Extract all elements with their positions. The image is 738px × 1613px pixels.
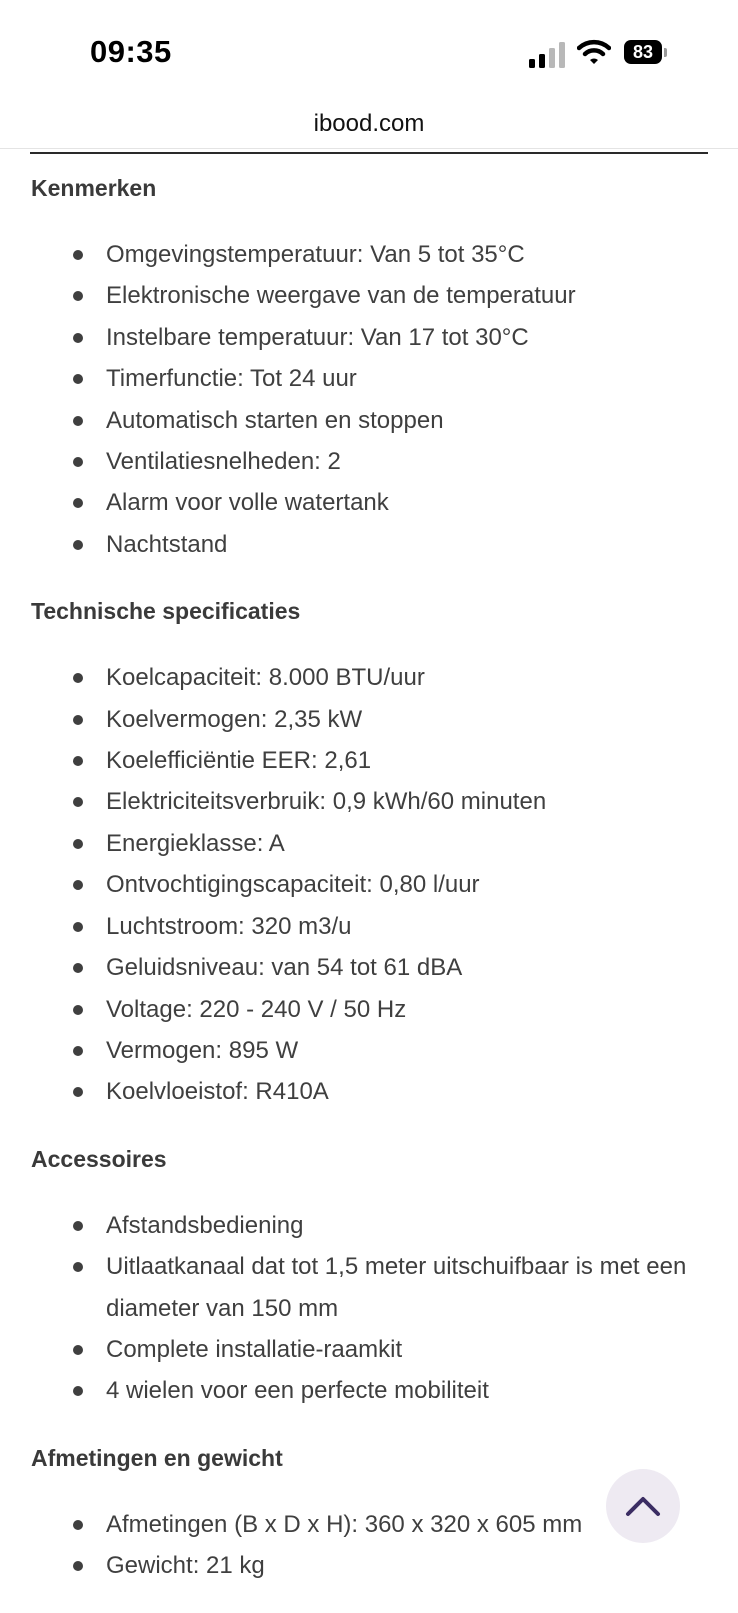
- list-item: [31, 1246, 711, 1329]
- section-heading: Technische specificaties: [31, 598, 301, 625]
- content-divider: [30, 152, 708, 154]
- list-item: [31, 864, 711, 905]
- battery-cap: [664, 48, 667, 57]
- list-item-text: Automatisch starten en stoppen: [106, 406, 444, 434]
- list-item-text: Geluidsniveau: van 54 tot 61 dBA: [106, 954, 463, 982]
- list-item: [31, 1545, 711, 1586]
- battery-icon: [624, 40, 668, 66]
- list-item: [31, 1329, 711, 1370]
- bullet-icon: [73, 1386, 83, 1396]
- bullet-icon: [73, 922, 83, 932]
- list-item-text: Gewicht: 21 kg: [106, 1552, 265, 1580]
- list-item-text: Energieklasse: A: [106, 829, 285, 857]
- bullet-icon: [73, 333, 83, 343]
- bullet-icon: [73, 540, 83, 550]
- product-description: [31, 168, 711, 1613]
- spec-section: [31, 168, 711, 565]
- list-item: [31, 1370, 711, 1411]
- bullet-icon: [73, 1561, 83, 1571]
- list-item: [31, 234, 711, 275]
- spec-section: [31, 591, 711, 1112]
- list-item-text: Koelvermogen: 2,35 kW: [106, 705, 363, 733]
- list-item-text: Complete installatie-raamkit: [106, 1335, 403, 1363]
- list-item: [31, 781, 711, 822]
- bullet-icon: [73, 797, 83, 807]
- section-heading: Accessoires: [31, 1145, 167, 1172]
- list-item: [31, 400, 711, 441]
- list-item-text: Voltage: 220 - 240 V / 50 Hz: [106, 995, 407, 1023]
- list-item: [31, 441, 711, 482]
- bullet-icon: [73, 1046, 83, 1056]
- bullet-icon: [73, 839, 83, 849]
- list-item: [31, 317, 711, 358]
- bullet-icon: [73, 1345, 83, 1355]
- bullet-icon: [73, 756, 83, 766]
- list-item-text: Afmetingen (B x D x H): 360 x 320 x 605 mm: [106, 1510, 583, 1538]
- bullet-icon: [73, 1262, 83, 1272]
- address-bar[interactable]: ibood.com: [0, 100, 738, 149]
- list-item-text: Koelefficiëntie EER: 2,61: [106, 747, 372, 775]
- list-item: [31, 1205, 711, 1246]
- bullet-icon: [73, 291, 83, 301]
- section-heading: Kenmerken: [31, 175, 157, 201]
- list-item-text: Vermogen: 895 W: [106, 1036, 299, 1064]
- bullet-list: [31, 657, 711, 1112]
- spec-section: [31, 1139, 711, 1412]
- list-item: [31, 823, 711, 864]
- list-item: [31, 482, 711, 523]
- bullet-icon: [73, 498, 83, 508]
- status-time: 09:35: [90, 34, 172, 69]
- bullet-list: [31, 1205, 711, 1412]
- list-item: [31, 906, 711, 947]
- list-item: [31, 358, 711, 399]
- cellular-signal-icon: [529, 42, 569, 68]
- scroll-to-top-button[interactable]: [606, 1469, 680, 1543]
- bullet-icon: [73, 1520, 83, 1530]
- bullet-icon: [73, 250, 83, 260]
- bullet-icon: [73, 374, 83, 384]
- status-bar: [0, 0, 738, 100]
- list-item-text: Instelbare temperatuur: Van 17 tot 30°C: [106, 323, 529, 351]
- bullet-icon: [73, 963, 83, 973]
- list-item: [31, 740, 711, 781]
- list-item-text: Elektronische weergave van de temperatuur: [106, 282, 576, 310]
- list-item-text: Timerfunctie: Tot 24 uur: [106, 365, 357, 393]
- list-item-text: Omgevingstemperatuur: Van 5 tot 35°C: [106, 241, 525, 268]
- list-item-text: 4 wielen voor een perfecte mobiliteit: [106, 1377, 489, 1405]
- list-item-text: Ventilatiesnelheden: 2: [106, 448, 341, 476]
- bullet-icon: [73, 673, 83, 683]
- bullet-icon: [73, 715, 83, 725]
- list-item: [31, 947, 711, 988]
- bullet-icon: [73, 880, 83, 890]
- chevron-up-icon: [625, 1490, 661, 1520]
- list-item: [31, 1071, 711, 1112]
- list-item: [31, 275, 711, 316]
- list-item: [31, 657, 711, 698]
- bullet-icon: [73, 1087, 83, 1097]
- list-item-text: Koelcapaciteit: 8.000 BTU/uur: [106, 664, 425, 692]
- list-item: [31, 1030, 711, 1071]
- list-item-text: Elektriciteitsverbruik: 0,9 kWh/60 minuten: [106, 788, 547, 816]
- bullet-icon: [73, 416, 83, 426]
- section-heading: Afmetingen en gewicht: [31, 1444, 283, 1471]
- bullet-icon: [73, 457, 83, 467]
- list-item: [31, 699, 711, 740]
- list-item: [31, 989, 711, 1030]
- list-item-text: Uitlaatkanaal dat tot 1,5 meter uitschuifbaar is met een diameter van 150 mm: [106, 1253, 687, 1322]
- wifi-icon: [577, 38, 611, 66]
- battery-level: 83: [624, 40, 662, 64]
- bullet-icon: [73, 1221, 83, 1231]
- list-item-text: Luchtstroom: 320 m3/u: [106, 912, 352, 940]
- list-item-text: Ontvochtigingscapaciteit: 0,80 l/uur: [106, 871, 480, 899]
- list-item-text: Koelvloeistof: R410A: [106, 1078, 329, 1106]
- list-item-text: Nachtstand: [106, 530, 228, 558]
- list-item: [31, 524, 711, 565]
- list-item-text: Alarm voor volle watertank: [106, 489, 389, 517]
- bullet-icon: [73, 1005, 83, 1015]
- list-item-text: Afstandsbediening: [106, 1211, 304, 1239]
- bullet-list: [31, 234, 711, 565]
